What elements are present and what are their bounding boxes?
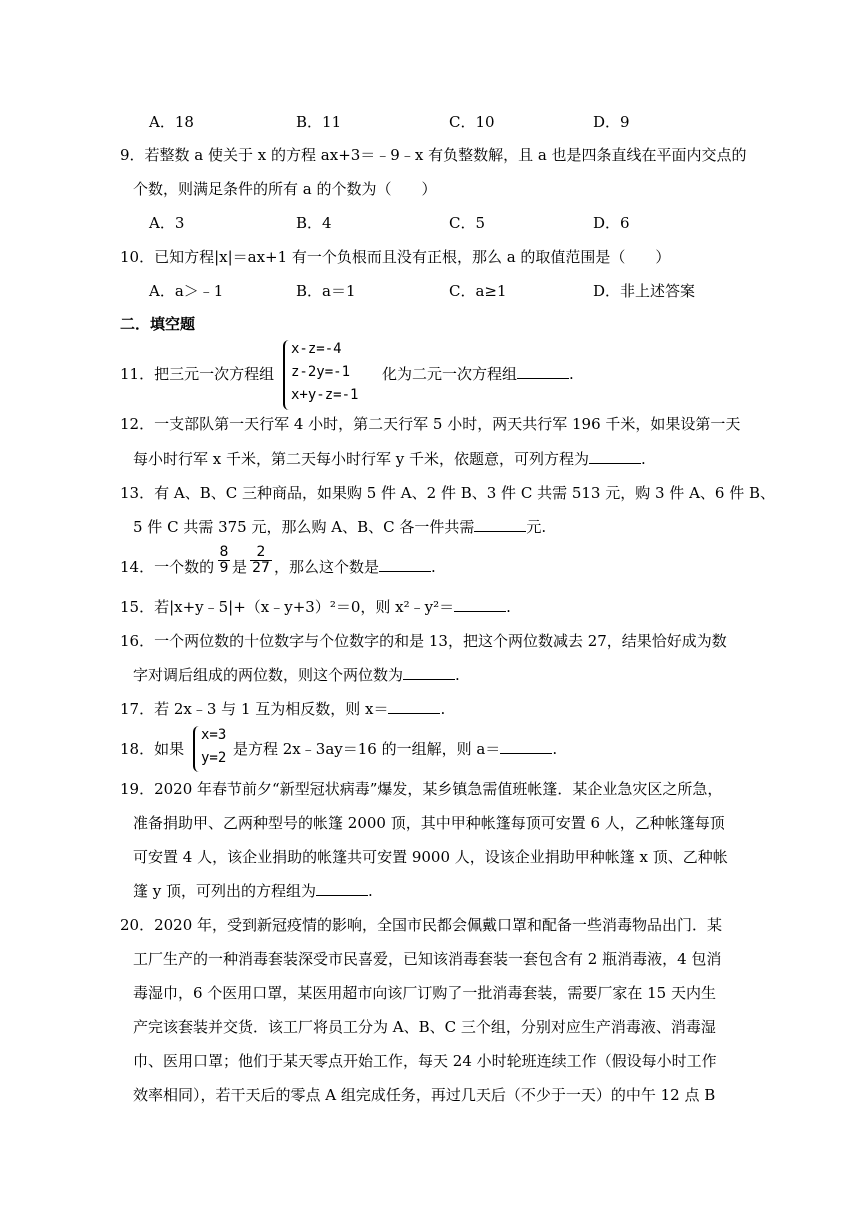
- q18-prefix: 18．如果: [120, 740, 185, 758]
- q10-option-a: A．a＞﹣1: [149, 282, 224, 300]
- q8-option-b: B．11: [296, 113, 342, 131]
- q20-line-5: 巾、医用口罩；他们于某天零点开始工作，每天 24 小时轮班连续工作（假设每小时工作: [133, 1052, 717, 1070]
- q16-answer-blank: [403, 665, 455, 680]
- q17-line: [120, 699, 445, 719]
- q14-frac1-num: 8: [219, 544, 229, 560]
- q19-line-4: [133, 881, 373, 901]
- q9-option-c: C．5: [449, 214, 486, 232]
- q16-line-2: [133, 665, 460, 685]
- q19-line-1: 19．2020 年春节前夕“新型冠状病毒”爆发，某乡镇急需值班帐篷．某企业急灾区之所急，: [120, 780, 723, 798]
- q18-brace: [193, 726, 201, 772]
- q18-eq-2: y=2: [201, 750, 227, 766]
- q14-suffix: [274, 557, 436, 577]
- q19-end: .: [368, 882, 373, 900]
- q12-line-1: 12．一支部队第一天行军 4 小时，第二天行军 5 小时，两天共行军 196 千米，如果设第一天: [120, 415, 741, 433]
- q13-line-2: [133, 517, 546, 537]
- q14-mid: 是: [232, 558, 248, 576]
- q8-option-c: C．10: [449, 113, 495, 131]
- q20-line-4: 产完该套装并交货．该工厂将员工分为 A、B、C 三个组，分别对应生产消毒液、消毒湿: [133, 1018, 716, 1036]
- q20-line-2: 工厂生产的一种消毒套装深受市民喜爱，已知该消毒套装一套包含有 2 瓶消毒液，4 包消: [133, 950, 722, 968]
- q10-option-b: B．a＝1: [296, 282, 356, 300]
- q11-eq-2: z-2y=-1: [291, 364, 351, 380]
- q11-suffix: [382, 364, 574, 384]
- q10-option-d: D．非上述答案: [593, 282, 696, 300]
- q14-suffix-text: ，那么这个数是: [274, 558, 380, 576]
- q13-line-1: 13．有 A、B、C 三种商品，如果购 5 件 A、2 件 B、3 件 C 共需 513 元，购 3 件 A、6 件 B、: [120, 484, 776, 502]
- q13-end: 元.: [526, 518, 547, 536]
- q8-option-d: D．9: [593, 113, 630, 131]
- q17-text: 17．若 2x﹣3 与 1 互为相反数，则 x＝: [120, 700, 389, 718]
- q12-line-2-text: 每小时行军 x 千米，第二天每小时行军 y 千米，依题意，可列方程为: [133, 450, 590, 468]
- q11-brace: [283, 340, 291, 410]
- q13-answer-blank: [474, 517, 526, 532]
- q11-equation-system: [291, 338, 358, 407]
- section-title: 二．填空题: [120, 315, 196, 333]
- q12-end: .: [641, 450, 646, 468]
- q8-option-a: A．18: [149, 113, 194, 131]
- q19-answer-blank: [316, 881, 368, 896]
- q14-fraction-1: [217, 545, 231, 576]
- q18-end: .: [552, 740, 558, 758]
- q19-line-2: 准备捐助甲、乙两种型号的帐篷 2000 顶，其中甲种帐篷每顶可安置 6 人，乙种帐篷每顶: [133, 814, 725, 832]
- q9-line-2: 个数，则满足条件的所有 a 的个数为（ ）: [133, 180, 437, 198]
- q10-line-1: 10．已知方程|x|＝ax+1 有一个负根而且没有正根，那么 a 的取值范围是（ ）: [120, 248, 671, 266]
- q14-end: .: [431, 558, 436, 576]
- q10-option-c: C．a≥1: [449, 282, 507, 300]
- q9-option-a: A．3: [149, 214, 185, 232]
- q13-line-2-text: 5 件 C 共需 375 元，那么购 A、B、C 各一件共需: [133, 518, 475, 536]
- q18-suffix-text: 是方程 2x﹣3ay＝16 的一组解，则 a＝: [233, 740, 501, 758]
- q9-option-d: D．6: [593, 214, 630, 232]
- q9-option-b: B．4: [296, 214, 332, 232]
- q18-suffix: [233, 739, 557, 759]
- q15-text: 15．若|x+y﹣5|+（x﹣y+3）²＝0，则 x²﹣y²＝: [120, 598, 455, 616]
- q20-line-3: 毒湿巾，6 个医用口罩，某医用超市向该厂订购了一批消毒套装，需要厂家在 15 天内生: [133, 984, 716, 1002]
- q14-fraction-2: [249, 545, 273, 576]
- q18-equation-system: [201, 724, 226, 770]
- q11-prefix: 11．把三元一次方程组: [120, 365, 275, 383]
- q14-prefix: 14．一个数的: [120, 558, 215, 576]
- q16-end: .: [455, 666, 460, 684]
- q12-answer-blank: [589, 449, 641, 464]
- q15-line: [120, 597, 511, 617]
- q15-answer-blank: [454, 597, 506, 612]
- q11-eq-1: x-z=-4: [291, 341, 342, 357]
- q11-eq-3: x+y-z=-1: [291, 387, 359, 403]
- q15-end: .: [506, 598, 511, 616]
- q17-end: .: [440, 700, 446, 718]
- q11-end: .: [569, 365, 574, 383]
- q20-line-6: 效率相同），若干天后的零点 A 组完成任务，再过几天后（不少于一天）的中午 12 点 B: [133, 1086, 716, 1104]
- q11-suffix-text: 化为二元一次方程组: [382, 365, 518, 383]
- q16-line-2-text: 字对调后组成的两位数，则这个两位数为: [133, 666, 404, 684]
- q14-frac1-den: 9: [219, 560, 229, 576]
- q12-line-2: [133, 449, 646, 469]
- q19-line-4-text: 篷 y 顶，可列出的方程组为: [133, 882, 317, 900]
- q14-frac2-num: 2: [256, 544, 266, 560]
- q11-answer-blank: [517, 364, 569, 379]
- q16-line-1: 16．一个两位数的十位数字与个位数字的和是 13，把这个两位数减去 27，结果恰好成为数: [120, 632, 727, 650]
- q14-answer-blank: [379, 557, 431, 572]
- q14-frac2-den: 27: [252, 560, 270, 576]
- q9-line-1: 9．若整数 a 使关于 x 的方程 ax+3＝﹣9﹣x 有负整数解，且 a 也是四条直线在平面内交点的: [120, 146, 747, 164]
- q18-answer-blank: [500, 739, 552, 754]
- q18-eq-1: x=3: [201, 727, 227, 743]
- q17-answer-blank: [388, 699, 440, 714]
- q20-line-1: 20．2020 年，受到新冠疫情的影响，全国市民都会佩戴口罩和配备一些消毒物品出门．某: [120, 916, 723, 934]
- q19-line-3: 可安置 4 人，该企业捐助的帐篷共可安置 9000 人，设该企业捐助甲种帐篷 x 顶、乙种帐: [133, 848, 728, 866]
